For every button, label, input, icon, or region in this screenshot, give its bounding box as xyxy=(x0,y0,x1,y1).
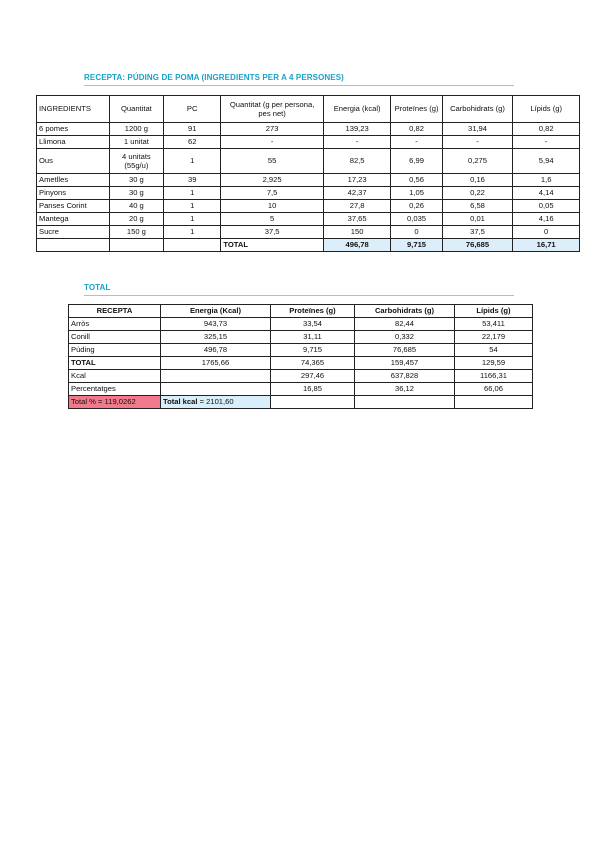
table-cell: 273 xyxy=(221,123,323,136)
ingredients-table xyxy=(36,95,580,252)
total-lipids: 16,71 xyxy=(513,239,580,252)
col-header-pc: PC xyxy=(164,96,221,123)
total-heading: TOTAL xyxy=(84,283,514,296)
table-cell: 27,8 xyxy=(323,200,391,213)
table-row xyxy=(37,136,580,149)
table-cell xyxy=(271,396,355,409)
table-cell: 36,12 xyxy=(355,383,455,396)
table-cell: 496,78 xyxy=(161,344,271,357)
table-cell: 30 g xyxy=(109,174,163,187)
table-cell: 6,58 xyxy=(442,200,513,213)
table-cell: 5,94 xyxy=(513,149,580,174)
ingredient-name: Llimona xyxy=(37,136,110,149)
table-cell: 150 g xyxy=(109,226,163,239)
table-row xyxy=(69,370,533,383)
table-cell: 0,82 xyxy=(513,123,580,136)
table-cell: 55 xyxy=(221,149,323,174)
table-row xyxy=(69,383,533,396)
total-energia: 496,78 xyxy=(323,239,391,252)
table-cell: 39 xyxy=(164,174,221,187)
totals-table xyxy=(68,304,533,409)
table-cell: 4,16 xyxy=(513,213,580,226)
table-cell: 1200 g xyxy=(109,123,163,136)
table-row xyxy=(37,187,580,200)
table-total-row xyxy=(37,239,580,252)
table-cell: 0 xyxy=(391,226,442,239)
table-row xyxy=(69,331,533,344)
table-cell: 40 g xyxy=(109,200,163,213)
table-row xyxy=(37,226,580,239)
table-row xyxy=(37,200,580,213)
table-row xyxy=(37,213,580,226)
table-cell: - xyxy=(442,136,513,149)
recipe-name: Arròs xyxy=(69,318,161,331)
col-header-energia: Energia (kcal) xyxy=(323,96,391,123)
ingredient-name: Ous xyxy=(37,149,110,174)
table-cell: 325,15 xyxy=(161,331,271,344)
recipe-name: Púding xyxy=(69,344,161,357)
table-cell: 17,23 xyxy=(323,174,391,187)
total-carbohidrats: 76,685 xyxy=(442,239,513,252)
table-cell: 66,06 xyxy=(455,383,533,396)
table-cell xyxy=(37,239,110,252)
table-cell: 10 xyxy=(221,200,323,213)
table-cell: 76,685 xyxy=(355,344,455,357)
table-cell: 62 xyxy=(164,136,221,149)
table-cell: 0,56 xyxy=(391,174,442,187)
col-header-proteines: Proteïnes (g) xyxy=(271,305,355,318)
table-cell xyxy=(355,396,455,409)
recipe-name: Kcal xyxy=(69,370,161,383)
ingredient-name: Panses Corint xyxy=(37,200,110,213)
col-header-recepta: RECEPTA xyxy=(69,305,161,318)
table-cell: 74,365 xyxy=(271,357,355,370)
table-row xyxy=(69,357,533,370)
recipe-name: Percentatges xyxy=(69,383,161,396)
total-kcal-cell xyxy=(161,396,271,409)
table-cell xyxy=(164,239,221,252)
table-cell: 22,179 xyxy=(455,331,533,344)
table-cell: - xyxy=(221,136,323,149)
table-cell: 150 xyxy=(323,226,391,239)
table-row xyxy=(69,318,533,331)
col-header-proteines: Proteïnes (g) xyxy=(391,96,442,123)
table-cell: - xyxy=(323,136,391,149)
table-cell: 31,94 xyxy=(442,123,513,136)
table-cell: 1 xyxy=(164,200,221,213)
table-cell: 943,73 xyxy=(161,318,271,331)
table-cell: 54 xyxy=(455,344,533,357)
table-cell: 129,59 xyxy=(455,357,533,370)
table-cell: 31,11 xyxy=(271,331,355,344)
table-cell: 37,65 xyxy=(323,213,391,226)
table-cell: 159,457 xyxy=(355,357,455,370)
table-cell: 53,411 xyxy=(455,318,533,331)
table-cell: 37,5 xyxy=(442,226,513,239)
table-cell: 42,37 xyxy=(323,187,391,200)
total-kcal-label: Total kcal xyxy=(163,397,198,407)
table-cell: 0,22 xyxy=(442,187,513,200)
table-cell: 4,14 xyxy=(513,187,580,200)
recipe-name: Conill xyxy=(69,331,161,344)
table-cell: 0,82 xyxy=(391,123,442,136)
col-header-quantitat: Quantitat xyxy=(109,96,163,123)
table-cell: - xyxy=(391,136,442,149)
table-cell: 33,54 xyxy=(271,318,355,331)
table-cell: 2,925 xyxy=(221,174,323,187)
table-cell: 637,828 xyxy=(355,370,455,383)
col-header-carbohidrats: Carbohidrats (g) xyxy=(355,305,455,318)
table-cell xyxy=(161,383,271,396)
ingredient-name: Mantega xyxy=(37,213,110,226)
table-cell: 91 xyxy=(164,123,221,136)
table-cell: 0,26 xyxy=(391,200,442,213)
recipe-name: TOTAL xyxy=(69,357,161,370)
table-cell: 82,44 xyxy=(355,318,455,331)
table-cell xyxy=(455,396,533,409)
recipe-heading: RECEPTA: PÚDING DE POMA (INGREDIENTS PER A 4 PERSONES) xyxy=(84,73,514,86)
table-cell: 0,01 xyxy=(442,213,513,226)
table-cell: 7,5 xyxy=(221,187,323,200)
table-cell xyxy=(161,370,271,383)
table-row xyxy=(69,344,533,357)
table-cell: 0,035 xyxy=(391,213,442,226)
table-cell: 1 xyxy=(164,149,221,174)
table-row xyxy=(37,123,580,136)
table-cell: 1765,66 xyxy=(161,357,271,370)
table-cell: 1,6 xyxy=(513,174,580,187)
col-header-energia: Energia (Kcal) xyxy=(161,305,271,318)
total-percent-cell: Total % = 119,0262 xyxy=(69,396,161,409)
table-cell: 0 xyxy=(513,226,580,239)
col-header-quantitat-net: Quantitat (g per persona, pes net) xyxy=(221,96,323,123)
table-cell: 1 xyxy=(164,226,221,239)
table-cell: 6,99 xyxy=(391,149,442,174)
table-cell: 139,23 xyxy=(323,123,391,136)
col-header-carbohidrats: Carbohidrats (g) xyxy=(442,96,513,123)
table-cell: 16,85 xyxy=(271,383,355,396)
total-label: TOTAL xyxy=(221,239,323,252)
table-cell: 1 xyxy=(164,213,221,226)
table-cell: 297,46 xyxy=(271,370,355,383)
table-cell: 0,332 xyxy=(355,331,455,344)
table-cell: 1166,31 xyxy=(455,370,533,383)
table-cell xyxy=(109,239,163,252)
col-header-lipids: Lípids (g) xyxy=(455,305,533,318)
table-header-row xyxy=(69,305,533,318)
table-cell: 20 g xyxy=(109,213,163,226)
ingredient-name: Sucre xyxy=(37,226,110,239)
table-cell: 1,05 xyxy=(391,187,442,200)
table-cell: 30 g xyxy=(109,187,163,200)
table-cell: 0,275 xyxy=(442,149,513,174)
table-cell: 37,5 xyxy=(221,226,323,239)
table-footer-row xyxy=(69,396,533,409)
table-cell: 9,715 xyxy=(271,344,355,357)
table-header-row xyxy=(37,96,580,123)
table-cell: - xyxy=(513,136,580,149)
table-cell: 0,05 xyxy=(513,200,580,213)
total-proteines: 9,715 xyxy=(391,239,442,252)
table-cell: 1 unitat xyxy=(109,136,163,149)
ingredient-name: Pinyons xyxy=(37,187,110,200)
table-row xyxy=(37,174,580,187)
table-cell: 82,5 xyxy=(323,149,391,174)
col-header-ingredients: INGREDIENTS xyxy=(37,96,110,123)
table-cell: 4 unitats (55g/u) xyxy=(109,149,163,174)
ingredient-name: 6 pomes xyxy=(37,123,110,136)
table-row xyxy=(37,149,580,174)
table-cell: 1 xyxy=(164,187,221,200)
total-kcal-value: = 2101,60 xyxy=(197,397,234,407)
table-cell: 0,16 xyxy=(442,174,513,187)
table-cell: 5 xyxy=(221,213,323,226)
ingredient-name: Ametlles xyxy=(37,174,110,187)
col-header-lipids: Lípids (g) xyxy=(513,96,580,123)
